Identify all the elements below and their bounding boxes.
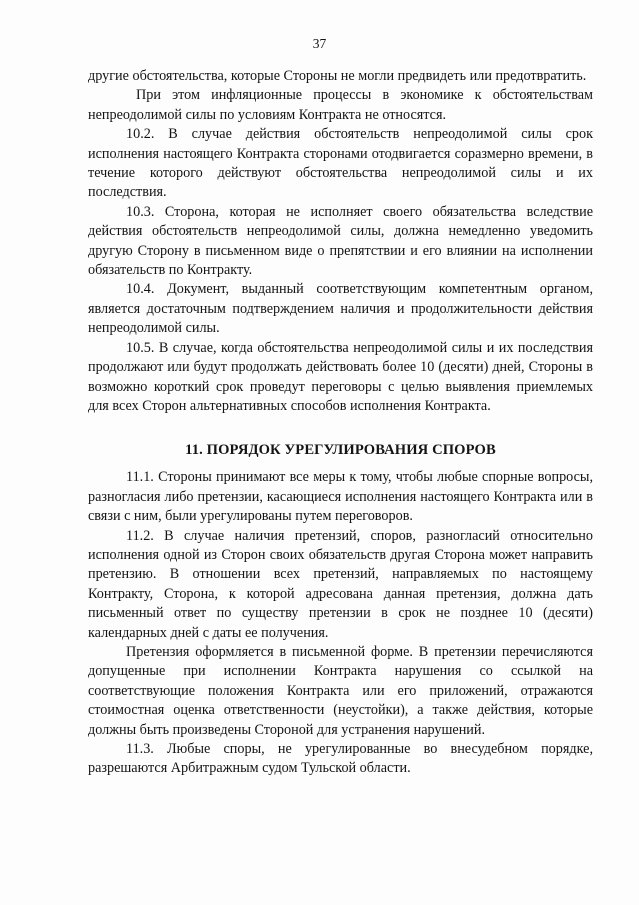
page-number: 37 — [312, 36, 327, 51]
paragraph-11-1: 11.1. Стороны принимают все меры к тому, чтобы любые спорные вопросы, разногласия либо претензии, касающиеся исполнения настоящего Контракта или в связи с ним, были урегулированы путем переговоров. — [88, 469, 593, 525]
paragraph-continued: другие обстоятельства, которые Стороны не могли предвидеть или предотвратить. — [88, 68, 587, 84]
paragraph-inflation: При этом инфляционные процессы в экономике к обстоятельствам непреодолимой силы по условиям Контракта не относятся. — [88, 87, 593, 123]
paragraph-10-4: 10.4. Документ, выданный соответствующим компетентным органом, является достаточным подтверждением наличия и продолжительности действия непреодолимой силы. — [88, 281, 593, 337]
paragraph-11-3: 11.3. Любые споры, не урегулированные во внесудебном порядке, разрешаются Арбитражным судом Тульской области. — [88, 741, 593, 777]
section-title: 11. ПОРЯДОК УРЕГУЛИРОВАНИЯ СПОРОВ — [185, 442, 496, 459]
paragraph-10-3: 10.3. Сторона, которая не исполняет своего обязательства вследствие действия обстоятельств непреодолимой силы, должна немедленно уведомить другую Сторону в письменном виде о препятствии и его влиянии на исполнении обязательств по Контракту. — [88, 203, 593, 279]
document-body — [88, 67, 593, 779]
paragraph-claim: Претензия оформляется в письменной форме. В претензии перечисляются допущенные при исполнении Контракта нарушения со ссылкой на соответствующие положения Контракта или его приложений, отражаются стоимостная оценка ответственности (неустойки), а также действия, которые должны быть произведены Стороной для устранения нарушений. — [88, 643, 593, 738]
paragraph-11-2: 11.2. В случае наличия претензий, споров, разногласий относительно исполнения одной из Сторон своих обязательств другая Сторона может направить претензию. В отношении всех претензий, направляемых по настоящему Контракту, Сторона, к которой адресована данная претензия, должна дать письменный ответ по существу претензии в срок не позднее 10 (десяти) календарных дней с даты ее получения. — [88, 527, 593, 641]
paragraph-10-5: 10.5. В случае, когда обстоятельства непреодолимой силы и их последствия продолжают или будут продолжать действовать более 10 (десяти) дней, Стороны в возможно короткий срок проведут переговоры с целью выявления приемлемых для всех Сторон альтернативных способов исполнения Контракта. — [88, 339, 593, 414]
paragraph-10-2: 10.2. В случае действия обстоятельств непреодолимой силы срок исполнения настоящего Контракта сторонами отодвигается соразмерно времени, в течение которого действуют обстоятельства непреодолимой силы и их последствия. — [88, 126, 593, 201]
